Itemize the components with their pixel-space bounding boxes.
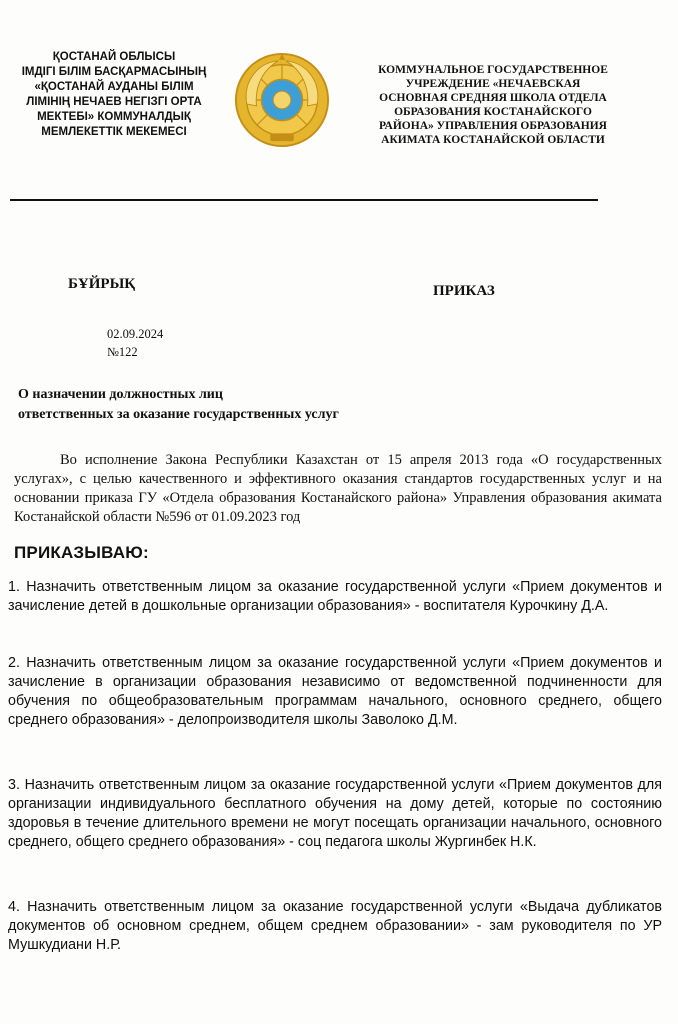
doc-number: №122 bbox=[107, 345, 138, 359]
order-item-2: 2. Назначить ответственным лицом за оказание государственной услуги «Прием документов и зачисление в организации образования независимо от ведомственной подчиненности для обучения по общеобразовательным программам начального, основного среднего, общего среднего образования» - делопроизводителя школы Заволоко Д.М. bbox=[8, 655, 662, 728]
state-emblem-icon bbox=[233, 51, 331, 149]
order-item-4: 4. Назначить ответственным лицом за оказание государственной услуги «Выдача дубликатов документов об основном среднем, общем среднем образовании» - зам руководителя по УР Мушкудиани Н.Р. bbox=[8, 899, 662, 953]
doc-title-kazakh: БҰЙРЫҚ bbox=[68, 276, 136, 292]
doc-title-russian: ПРИКАЗ bbox=[433, 283, 495, 299]
header-russian-org-name: КОММУНАЛЬНОЕ ГОСУДАРСТВЕННОЕ УЧРЕЖДЕНИЕ «НЕЧАЕВСКАЯ ОСНОВНАЯ СРЕДНЯЯ ШКОЛА ОТДЕЛА ОБРАЗОВАНИЯ КОСТАНАЙСКОГО РАЙОНА» УПРАВЛЕНИЯ ОБРАЗОВАНИЯ АКИМАТА КОСТАНАЙСКОЙ ОБЛАСТИ bbox=[378, 64, 608, 146]
doc-subject: О назначении должностных лиц ответственных за оказание государственных услуг bbox=[18, 387, 339, 422]
doc-intro-paragraph: Во исполнение Закона Республики Казахстан от 15 апреля 2013 года «О государственных услугах», с целью качественного и эффективного оказания стандартов государственных услуг и на основании приказа ГУ «Отдела образования Костанайского района» Управления образования акимата Костанайской области №596 от 01.09.2023 год bbox=[14, 452, 662, 525]
header-divider bbox=[10, 199, 598, 201]
order-item-1: 1. Назначить ответственным лицом за оказание государственной услуги «Прием документов и зачисление детей в дошкольные организации образования» - воспитателя Курочкину Д.А. bbox=[8, 579, 662, 614]
header-kazakh-org-name: ҚОСТАНАЙ ОБЛЫСЫ ІМДІГІ БІЛІМ БАСҚАРМАСЫНЫҢ «ҚОСТАНАЙ АУДАНЫ БІЛІМ ЛІМІНІҢ НЕЧАЕВ НЕГІЗГІ ОРТА МЕКТЕБІ» КОММУНАЛДЫҚ МЕМЛЕКЕТТІК МЕКЕМЕСІ bbox=[21, 51, 207, 138]
doc-date: 02.09.2024 bbox=[107, 327, 164, 341]
order-heading: ПРИКАЗЫВАЮ: bbox=[14, 543, 149, 562]
order-item-3: 3. Назначить ответственным лицом за оказание государственной услуги «Прием документов для организации индивидуального бесплатного обучения на дому детей, которые по состоянию здоровья в течение длительного времени не могут посещать организации начального, основного среднего, общего среднего образования» - соц педагога школы Жургинбек Н.К. bbox=[8, 777, 662, 850]
